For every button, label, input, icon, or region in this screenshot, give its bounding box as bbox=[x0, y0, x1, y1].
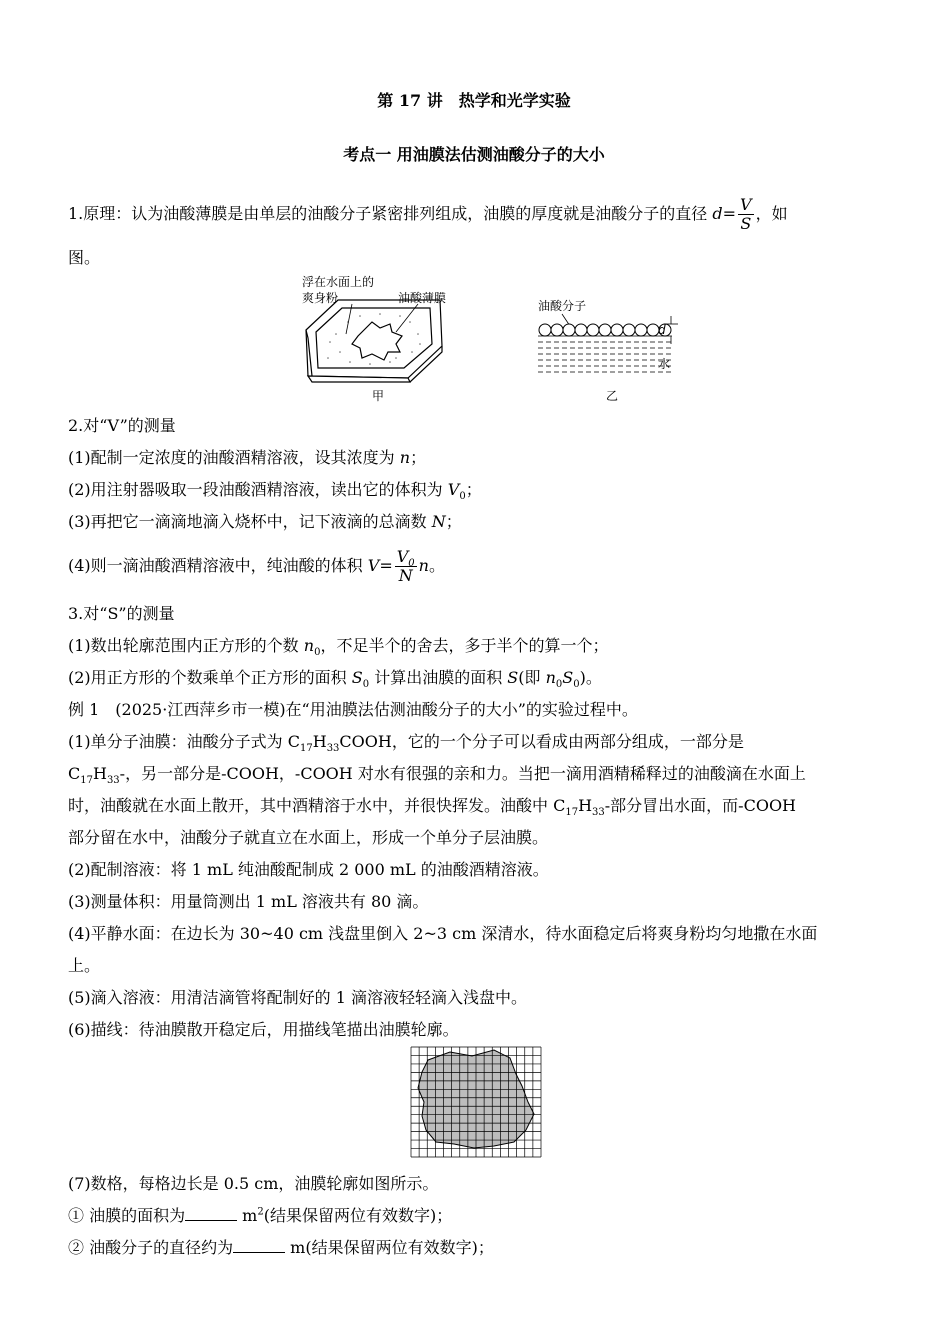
v-measure-head: 2.对“V”的测量 bbox=[68, 416, 176, 435]
question-2: ② 油酸分子的直径约为 m(结果保留两位有效数字)； bbox=[68, 1238, 494, 1257]
v-item-3: (3)再把它一滴滴地滴入烧杯中，记下液滴的总滴数 N； bbox=[68, 512, 462, 531]
water-lines bbox=[538, 336, 672, 372]
v-item-4: (4)则一滴油酸酒精溶液中，纯油酸的体积 V= $\frac{V_0}{N}$ n。 bbox=[68, 547, 445, 585]
example-p5: (5)滴入溶液：用清洁滴管将配制好的 1 滴溶液轻轻滴入浅盘中。 bbox=[68, 988, 528, 1007]
fraction-num: V bbox=[740, 195, 752, 214]
s-measure-head: 3.对“S”的测量 bbox=[68, 604, 175, 623]
label-powder-2: 爽身粉 bbox=[302, 291, 339, 305]
label-water: 水 bbox=[658, 357, 671, 371]
example-p1-line4: 部分留在水中，油酸分子就直立在水面上，形成一个单分子层油膜。 bbox=[68, 828, 549, 847]
oil-film-figure bbox=[300, 272, 680, 404]
s-item-2: (2)用正方形的个数乘单个正方形的面积 $S_0$ 计算出油膜的面积 S(即 $n_0S_0$)。 bbox=[68, 668, 602, 691]
example-p4-line2: 上。 bbox=[68, 956, 101, 975]
diameter-var: d bbox=[712, 204, 723, 223]
answer-blank-1[interactable] bbox=[185, 1204, 237, 1221]
example-head: 例 1 (2025·江西萍乡市一模)在“用油膜法估测油酸分子的大小”的实验过程中。 bbox=[68, 700, 638, 719]
principle-head: 1.原理： bbox=[68, 204, 132, 223]
equals: = bbox=[722, 204, 737, 223]
molecule-row bbox=[539, 324, 671, 336]
example-p1-line1: (1)单分子油膜：油酸分子式为 $C_{17}H_{33}COOH$，它的一个分子可以看成由两部分组成，一部分是 bbox=[68, 732, 744, 755]
principle-line-2: 图。 bbox=[68, 248, 101, 267]
s-item-1: (1)数出轮廓范围内正方形的个数 $n_0$，不足半个的舍去，多于半个的算一个； bbox=[68, 636, 609, 659]
principle-line bbox=[68, 196, 880, 233]
label-d: d bbox=[658, 323, 666, 337]
example-p1-line2: $C_{17}H_{33}-$，另一部分是-COOH，-COOH 对水有很强的亲和力。当把一滴用酒精稀释过的油酸滴在水面上 bbox=[68, 764, 806, 787]
v-item-1: (1)配制一定浓度的油酸酒精溶液，设其浓度为 n； bbox=[68, 448, 427, 467]
label-film: 油酸薄膜 bbox=[398, 291, 447, 305]
caption-right: 乙 bbox=[606, 389, 619, 403]
example-p7: (7)数格，每格边长是 0.5 cm，油膜轮廓如图所示。 bbox=[68, 1174, 439, 1193]
tray-drawing bbox=[306, 300, 442, 382]
diameter-fraction bbox=[738, 196, 754, 233]
v-item-2: (2)用注射器吸取一段油酸酒精溶液，读出它的体积为 $V_0$； bbox=[68, 480, 482, 503]
caption-left: 甲 bbox=[372, 389, 385, 403]
example-p1-line3: 时，油酸就在水面上散开，其中酒精溶于水中，并很快挥发。油酸中 $C_{17}H_{33}-$部分冒出水面，而-COOH bbox=[68, 796, 797, 819]
volume-fraction: $\frac{V_0}{N}$ bbox=[396, 547, 415, 585]
oil-film-grid-figure bbox=[410, 1046, 542, 1158]
example-p6: (6)描线：待油膜散开稳定后，用描线笔描出油膜轮廓。 bbox=[68, 1020, 459, 1039]
example-p2: (2)配制溶液：将 1 mL 纯油酸配制成 2 000 mL 的油酸酒精溶液。 bbox=[68, 860, 549, 879]
section-title: 考点一 用油膜法估测油酸分子的大小 bbox=[343, 145, 605, 164]
label-molecule: 油酸分子 bbox=[538, 299, 587, 313]
principle-text: 认为油酸薄膜是由单层的油酸分子紧密排列组成，油膜的厚度就是油酸分子的直径 bbox=[131, 204, 713, 223]
principle-tail: ，如 bbox=[755, 204, 788, 223]
question-1: ① 油膜的面积为 $m^2$(结果保留两位有效数字)； bbox=[68, 1206, 453, 1225]
label-powder-1: 浮在水面上的 bbox=[302, 275, 375, 289]
answer-blank-2[interactable] bbox=[233, 1236, 285, 1253]
lecture-title: 第 17 讲 热学和光学实验 bbox=[377, 91, 571, 110]
example-p3: (3)测量体积：用量筒测出 1 mL 溶液共有 80 滴。 bbox=[68, 892, 429, 911]
fraction-den: S bbox=[740, 214, 752, 233]
example-p4-line1: (4)平静水面：在边长为 30~40 cm 浅盘里倒入 2~3 cm 深清水，待水面稳定后将爽身粉均匀地撒在水面 bbox=[68, 924, 818, 943]
